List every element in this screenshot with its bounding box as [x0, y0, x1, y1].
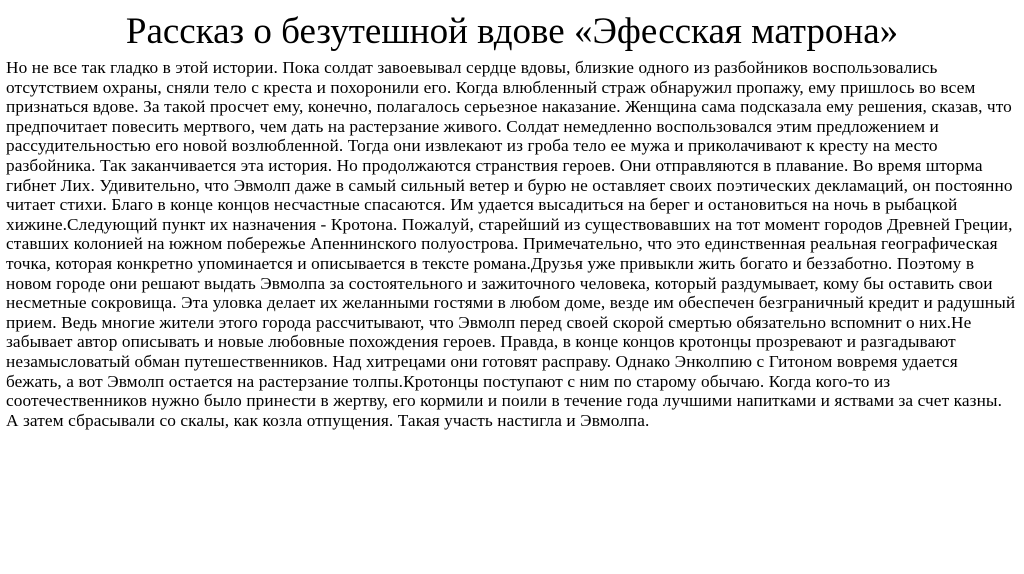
slide-title: Рассказ о безутешной вдове «Эфесская матрона»	[125, 11, 899, 52]
slide-body-text: Но не все так гладко в этой истории. Пока солдат завоевывал сердце вдовы, близкие одного из разбойников воспользовались отсутствием охраны, сняли тело с креста и похоронили его. Когда влюбленный страж обнаружил пропажу, ему пришлось во всем признаться вдове. За такой просчет ему, конечно, полагалось серьезное наказание. Женщина сама подсказала ему решения, сказав, что предпочитает повесить мертвого, чем дать на растерзание живого. Солдат немедленно воспользовался этим предложением и рассудительностью его новой возлюбленной. Тогда они извлекают из гроба тело ее мужа и приколачивают к кресту на место разбойника. Так заканчивается эта история. Но продолжаются странствия героев. Они отправляются в плавание. Во время шторма гибнет Лих. Удивительно, что Эвмолп даже в самый сильный ветер и бурю не оставляет своих поэтических декламаций, он постоянно читает стихи. Благо в конце концов несчастные спасаются. Им удается высадиться на берег и остановиться на ночь в рыбацкой хижине.Следующий пункт их назначения - Кротона. Пожалуй, старейший из существовавших на тот момент городов Древней Греции, ставших колонией на южном побережье Апеннинского полуострова. Примечательно, что это единственная реальная географическая точка, которая конкретно упоминается и описывается в тексте романа.Друзья уже привыкли жить богато и беззаботно. Поэтому в новом городе они решают выдать Эвмолпа за состоятельного и зажиточного человека, который раздумывает, кому бы оставить свои несметные сокровища. Эта уловка делает их желанными гостями в любом доме, везде им обеспечен безграничный кредит и радушный прием. Ведь многие жители этого города рассчитывают, что Эвмолп перед своей скорой смертью обязательно вспомнит о них.Не забывает автор описывать и новые любовные похождения героев. Правда, в конце концов кротонцы прозревают и разгадывают незамысловатый обман путешественников. Над хитрецами они готовят расправу. Однако Энколпию с Гитоном вовремя удается бежать, а вот Эвмолп остается на растерзание толпы.Кротонцы поступают с ним по старому обычаю. Когда кого-то из соотечественников нужно было принести в жертву, его кормили и поили в течение года лучшими напитками и яствами за счет казны. А затем сбрасывали со скалы, как козла отпущения. Такая участь настигла и Эвмолпа.	[6, 58, 1016, 430]
